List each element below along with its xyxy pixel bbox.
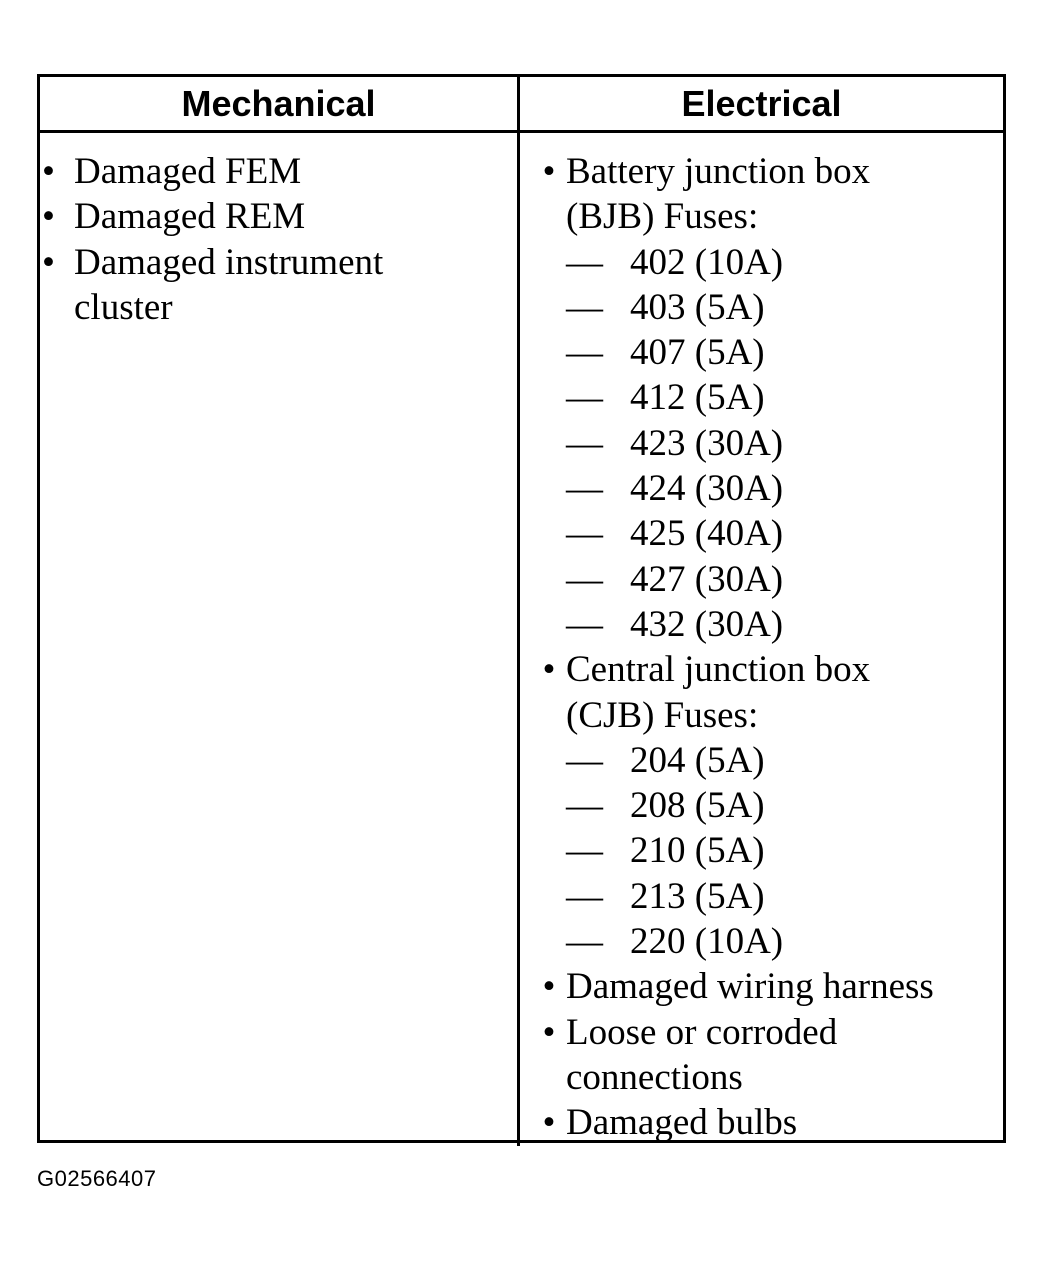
list-item	[532, 149, 1003, 647]
electrical-column	[520, 133, 1003, 1146]
fuse-label: 432 (30A)	[630, 603, 784, 645]
bullet-icon: •	[42, 196, 55, 238]
dash-icon: —	[566, 377, 603, 419]
dash-icon: —	[566, 241, 603, 283]
fuse-item	[566, 330, 1003, 375]
fuse-item	[566, 240, 1003, 285]
fuse-item	[566, 375, 1003, 420]
dash-icon: —	[566, 603, 603, 645]
fuse-item	[566, 511, 1003, 556]
mechanical-item-text: Damaged instrument cluster	[74, 241, 384, 328]
dash-icon: —	[566, 830, 603, 872]
fuse-label: 403 (5A)	[630, 286, 765, 328]
dash-icon: —	[566, 422, 603, 464]
fuse-item	[566, 421, 1003, 466]
fuse-label: 208 (5A)	[630, 785, 765, 827]
bullet-icon: •	[542, 1102, 556, 1144]
fuse-label: 423 (30A)	[630, 422, 784, 464]
dash-icon: —	[566, 286, 603, 328]
fuse-item	[566, 828, 1003, 873]
electrical-item-text: Central junction box (CJB) Fuses:	[566, 649, 871, 736]
bullet-icon: •	[542, 1011, 556, 1053]
fuse-label: 204 (5A)	[630, 739, 765, 781]
fuse-label: 427 (30A)	[630, 558, 784, 600]
mechanical-item-text: Damaged FEM	[74, 151, 302, 192]
fuse-list-cjb	[566, 738, 1003, 964]
list-item	[40, 194, 517, 239]
list-item	[40, 149, 517, 194]
list-item	[532, 964, 1003, 1009]
header-mechanical: Mechanical	[40, 77, 520, 133]
fuse-item	[566, 874, 1003, 919]
fuse-label: 407 (5A)	[630, 332, 765, 374]
fuse-item	[566, 557, 1003, 602]
fuse-label: 425 (40A)	[630, 513, 784, 555]
mechanical-item-text: Damaged REM	[74, 196, 306, 238]
list-item	[532, 647, 1003, 964]
fuse-item	[566, 738, 1003, 783]
fuse-item	[566, 285, 1003, 330]
fuse-item	[566, 783, 1003, 828]
bullet-icon: •	[42, 151, 55, 192]
fuse-item	[566, 602, 1003, 647]
dash-icon: —	[566, 785, 603, 827]
bullet-icon: •	[542, 649, 556, 691]
dash-icon: —	[566, 558, 603, 600]
list-item	[40, 240, 517, 331]
diagnosis-table	[37, 74, 1006, 1143]
dash-icon: —	[566, 332, 603, 374]
fuse-label: 210 (5A)	[630, 830, 765, 872]
fuse-label: 220 (10A)	[630, 921, 784, 963]
fuse-label: 424 (30A)	[630, 468, 784, 510]
dash-icon: —	[566, 921, 603, 963]
bullet-icon: •	[542, 966, 556, 1008]
fuse-label: 402 (10A)	[630, 241, 784, 283]
list-item	[532, 1010, 1003, 1101]
dash-icon: —	[566, 513, 603, 555]
electrical-item-text: Loose or corroded connections	[566, 1011, 838, 1098]
electrical-item-text: Damaged wiring harness	[566, 966, 934, 1008]
bullet-icon: •	[42, 241, 55, 283]
electrical-item-text: Damaged bulbs	[566, 1102, 798, 1144]
dash-icon: —	[566, 875, 603, 917]
list-item	[532, 1100, 1003, 1145]
mechanical-column	[40, 133, 520, 1146]
dash-icon: —	[566, 468, 603, 510]
bullet-icon: •	[542, 151, 556, 192]
fuse-list-bjb	[566, 240, 1003, 648]
electrical-item-text: Battery junction box (BJB) Fuses:	[566, 151, 871, 238]
figure-id: G02566407	[37, 1166, 157, 1191]
fuse-item	[566, 919, 1003, 964]
fuse-label: 412 (5A)	[630, 377, 765, 419]
dash-icon: —	[566, 739, 603, 781]
fuse-label: 213 (5A)	[630, 875, 765, 917]
fuse-item	[566, 466, 1003, 511]
header-electrical: Electrical	[520, 77, 1003, 133]
